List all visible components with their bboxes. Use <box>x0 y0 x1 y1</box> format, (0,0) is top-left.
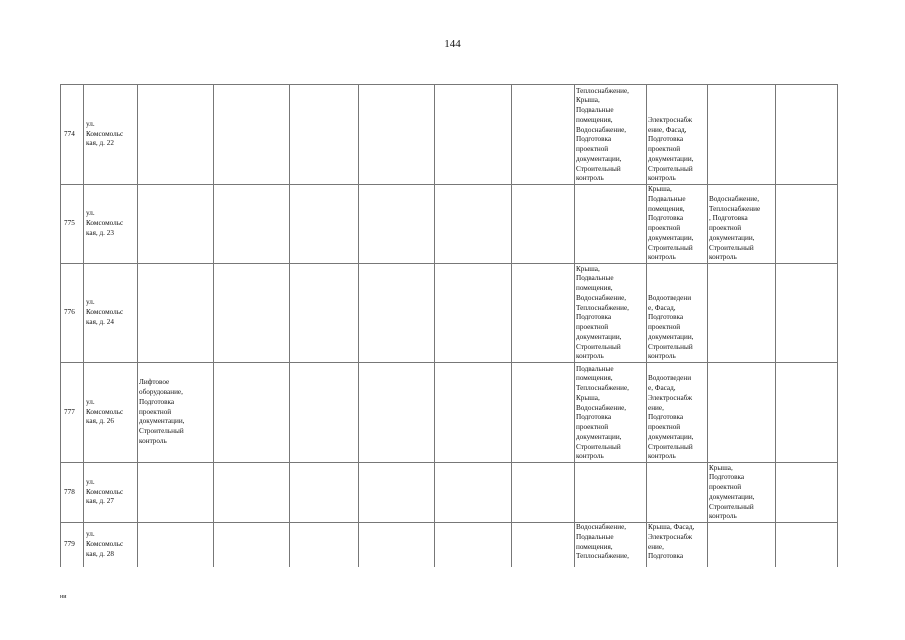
work-cell: Крыша, Подготовка проектной документации, Строительный контроль <box>708 463 776 523</box>
work-cell <box>435 85 512 185</box>
work-cell <box>647 463 708 523</box>
work-cell <box>214 264 290 363</box>
row-number-cell: 779 <box>61 523 84 567</box>
work-cell: Водоотведени е, Фасад, Электроснабж ение, Подготовка проектной документации, Строительный контроль <box>647 363 708 463</box>
work-cell <box>214 463 290 523</box>
row-number-cell: 778 <box>61 463 84 523</box>
work-cell: Водоотведени е, Фасад, Подготовка проектной документации, Строительный контроль <box>647 264 708 363</box>
work-cell <box>512 523 575 567</box>
table-row <box>61 463 838 523</box>
work-cell <box>512 264 575 363</box>
work-cell <box>138 264 214 363</box>
footer-mark: ни <box>60 594 67 600</box>
work-cell: Водоснабжение, Подвальные помещения, Теплоснабжение, <box>575 523 647 567</box>
table-row <box>61 363 838 463</box>
work-cell <box>512 463 575 523</box>
work-cell <box>512 185 575 264</box>
work-cell <box>512 363 575 463</box>
work-cell <box>214 523 290 567</box>
repair-schedule-table <box>60 84 838 567</box>
work-cell: Водоснабжение, Теплоснабжение , Подготовка проектной документации, Строительный контроль <box>708 185 776 264</box>
work-cell <box>708 264 776 363</box>
work-cell <box>708 523 776 567</box>
work-cell <box>290 523 359 567</box>
work-cell <box>290 463 359 523</box>
work-cell <box>575 185 647 264</box>
table-row <box>61 523 838 567</box>
work-cell <box>359 463 435 523</box>
work-cell <box>359 363 435 463</box>
work-cell <box>290 85 359 185</box>
work-cell <box>435 363 512 463</box>
work-cell <box>214 185 290 264</box>
address-cell: ул. Комсомольс кая, д. 22 <box>84 85 138 185</box>
table-row <box>61 185 838 264</box>
work-cell <box>776 264 838 363</box>
address-cell: ул. Комсомольс кая, д. 24 <box>84 264 138 363</box>
work-cell <box>290 185 359 264</box>
work-cell: Крыша, Фасад, Электроснабж ение, Подготовка <box>647 523 708 567</box>
work-cell <box>359 264 435 363</box>
work-cell: Теплоснабжение, Крыша, Подвальные помещения, Водоснабжение, Подготовка проектной документации, Строительный контроль <box>575 85 647 185</box>
work-cell <box>435 185 512 264</box>
work-cell <box>359 523 435 567</box>
address-cell: ул. Комсомольс кая, д. 28 <box>84 523 138 567</box>
work-cell <box>214 363 290 463</box>
row-number-cell: 776 <box>61 264 84 363</box>
work-cell <box>435 463 512 523</box>
work-cell <box>435 264 512 363</box>
page-number: 144 <box>444 38 461 50</box>
work-cell <box>138 185 214 264</box>
address-cell: ул. Комсомольс кая, д. 23 <box>84 185 138 264</box>
work-cell <box>359 85 435 185</box>
address-cell: ул. Комсомольс кая, д. 26 <box>84 363 138 463</box>
work-cell <box>708 363 776 463</box>
work-cell <box>512 85 575 185</box>
work-cell <box>776 463 838 523</box>
work-cell <box>214 85 290 185</box>
work-cell <box>776 85 838 185</box>
work-cell: Подвальные помещения, Теплоснабжение, Крыша, Водоснабжение, Подготовка проектной документации, Строительный контроль <box>575 363 647 463</box>
work-cell <box>138 463 214 523</box>
work-cell <box>575 463 647 523</box>
row-number-cell: 775 <box>61 185 84 264</box>
work-cell: Электроснабж ение, Фасад, Подготовка проектной документации, Строительный контроль <box>647 85 708 185</box>
work-cell: Лифтовое оборудование, Подготовка проектной документации, Строительный контроль <box>138 363 214 463</box>
table-row <box>61 85 838 185</box>
row-number-cell: 774 <box>61 85 84 185</box>
work-cell <box>290 264 359 363</box>
work-cell <box>290 363 359 463</box>
table-row <box>61 264 838 363</box>
work-cell <box>776 523 838 567</box>
row-number-cell: 777 <box>61 363 84 463</box>
work-cell <box>708 85 776 185</box>
work-cell: Крыша, Подвальные помещения, Подготовка проектной документации, Строительный контроль <box>647 185 708 264</box>
work-cell: Крыша, Подвальные помещения, Водоснабжение, Теплоснабжение, Подготовка проектной документации, Строительный контроль <box>575 264 647 363</box>
work-cell <box>776 185 838 264</box>
work-cell <box>138 523 214 567</box>
work-cell <box>435 523 512 567</box>
work-cell <box>138 85 214 185</box>
address-cell: ул. Комсомольс кая, д. 27 <box>84 463 138 523</box>
work-cell <box>776 363 838 463</box>
work-cell <box>359 185 435 264</box>
